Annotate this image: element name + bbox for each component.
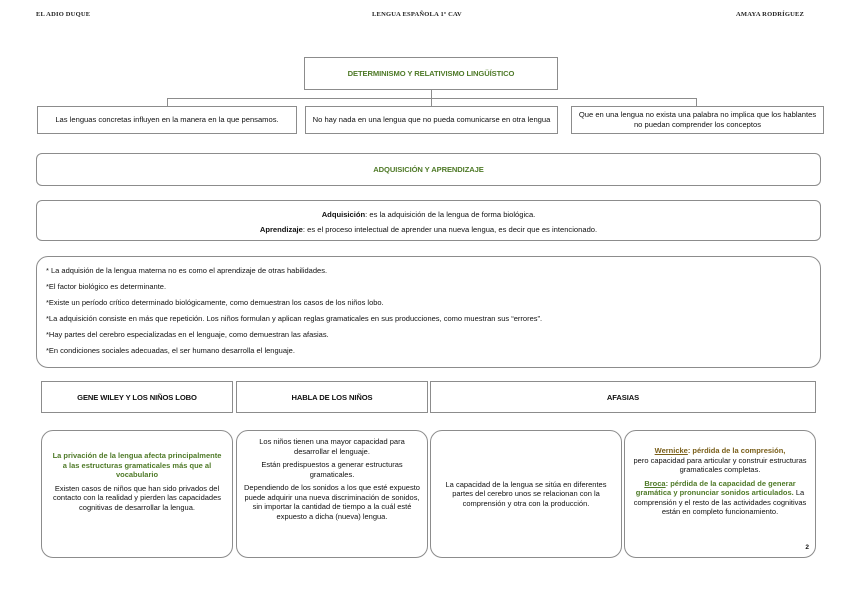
habla-text-1: Los niños tienen una mayor capacidad para desarrollar el lenguaje.: [259, 437, 405, 456]
list-item: *En condiciones sociales adecuadas, el ser humano desarrolla el lenguaje.: [46, 346, 295, 355]
header-author-left: EL ADIO DUQUE: [36, 11, 91, 18]
definition-adquisicion-text: : es la adquisición de la lengua de forma biológica.: [365, 210, 536, 219]
wernicke-term: Wernicke: [654, 446, 688, 455]
broca-text: La comprensión y el resto de las actividades cognitivas están en completo funcionamiento.: [633, 488, 807, 516]
habla-text-2: Están predispuestos a generar estructuras gramaticales.: [261, 460, 403, 479]
determinismo-title-box: [304, 57, 558, 90]
section-afasias-title: AFASIAS: [606, 392, 640, 402]
connector-right: [696, 98, 697, 106]
connector-vertical: [431, 90, 432, 98]
connector-left: [167, 98, 168, 106]
afasias-box-2: [624, 430, 816, 558]
list-item: *El factor biológico es determinante.: [46, 282, 167, 291]
gene-wiley-highlight: La privación de la lengua afecta principalmente a las estructuras gramaticales más que al vocabulario: [52, 451, 222, 479]
list-item: * La adquisión de la lengua materna no es como el aprendizaje de otras habilidades.: [46, 266, 328, 275]
determinismo-child-2-text: No hay nada en una lengua que no pueda comunicarse en otra lengua: [312, 115, 551, 125]
broca-desc: [629, 479, 811, 517]
afasias-box-1: [430, 430, 622, 558]
determinismo-child-1: [37, 106, 297, 134]
definition-adquisicion: [37, 210, 820, 220]
determinismo-child-3: [571, 106, 824, 134]
wernicke-text: pero capacidad para articular y construir estructuras gramaticales completas.: [633, 455, 807, 474]
afasias-text: La capacidad de la lengua se sitúa en diferentes partes del cerebro unos se relacionan con la comprensión y otra con la producción.: [445, 479, 607, 508]
list-item: *La adquisición consiste en más que repetición. Los niños formulan y aplican reglas gramaticales en sus producciones, como muestran sus “errores”.: [46, 314, 543, 323]
habla-box: [236, 430, 428, 558]
definitions-box: [36, 200, 821, 241]
definition-aprendizaje-text: : es el proceso intelectual de aprender una nueva lengua, es decir que es intencionado.: [302, 225, 598, 234]
section-gene-wiley-title: GENE WILEY Y LOS NIÑOS LOBO: [77, 392, 197, 402]
connector-horizontal: [167, 98, 697, 99]
definition-aprendizaje-term: Aprendizaje: [259, 225, 303, 234]
connector-center: [431, 98, 432, 106]
gene-wiley-text: Existen casos de niños que han sido privados del contacto con la realidad y pierden las capacidades cognitivas de desarrollar la lengua.: [52, 483, 222, 512]
determinismo-child-2: [305, 106, 558, 134]
page-number: 2: [805, 544, 809, 551]
determinismo-child-1-text: Las lenguas concretas influyen en la manera en la que pensamos.: [55, 115, 279, 125]
habla-text-3: Dependiendo de los sonidos a los que esté expuesto puede adquirir una nueva discriminación de sonidos, sin importar la cantidad de tiempo a la cuál esté expuesto a dicha (nueva) lengua.: [244, 483, 420, 521]
wernicke-desc: [629, 446, 811, 456]
section-afasias: [430, 381, 816, 413]
section-habla-title: HABLA DE LOS NIÑOS: [291, 392, 373, 402]
list-item: *Existe un período crítico determinado biológicamente, como demuestran los casos de los niños lobo.: [46, 298, 384, 307]
header-author-right: AMAYA RODRÍGUEZ: [736, 11, 805, 18]
characteristics-list: [36, 256, 821, 368]
determinismo-child-3-text: Que en una lengua no exista una palabra no implica que los hablantes no puedan comprender los conceptos: [578, 110, 817, 129]
gene-wiley-box: [41, 430, 233, 558]
definition-aprendizaje: [37, 225, 820, 235]
section-gene-wiley: [41, 381, 233, 413]
broca-highlight: : pérdida de la capacidad de generar gramática y pronunciar sonidos articulados.: [635, 478, 796, 497]
list-item: *Hay partes del cerebro especializadas en el lenguaje, como demuestran las afasias.: [46, 330, 329, 339]
definition-adquisicion-term: Adquisición: [321, 210, 366, 219]
header-course: LENGUA ESPAÑOLA 1º CAV: [372, 11, 462, 18]
adquisicion-title: ADQUISICIÓN Y APRENDIZAJE: [373, 165, 484, 174]
adquisicion-title-box: [36, 153, 821, 186]
wernicke-highlight: : pérdida de la compresión,: [687, 446, 786, 455]
determinismo-title: DETERMINISMO Y RELATIVISMO LINGÜÍSTICO: [347, 69, 515, 78]
broca-term: Broca: [644, 478, 666, 488]
section-habla: [236, 381, 428, 413]
